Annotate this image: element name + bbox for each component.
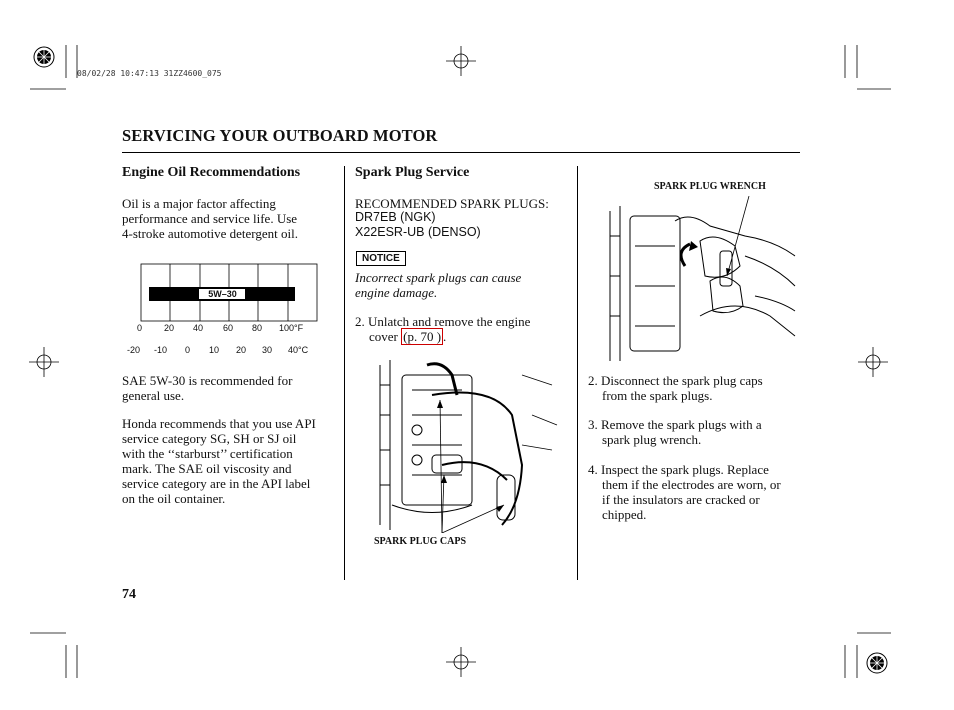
chart-tick-f: 20 xyxy=(164,323,175,333)
chart-tick-c: -20 xyxy=(127,345,141,355)
oil-viscosity-chart xyxy=(125,262,330,358)
oil-recommendation-paragraph: SAE 5W-30 is recommended for general use. xyxy=(122,373,293,403)
chart-tick-c: 0 xyxy=(185,345,191,355)
chart-tick-f: 100°F xyxy=(279,323,304,333)
chart-tick-c: -10 xyxy=(154,345,168,355)
chart-tick-f: 80 xyxy=(252,323,263,333)
notice-badge: NOTICE xyxy=(356,251,406,266)
api-service-paragraph: Honda recommends that you use API service category SG, SH or SJ oil with the ‘‘starburst’’ certification mark. The SAE oil viscosity and service category are in the API label on the oil container. xyxy=(122,416,316,506)
viscosity-bar-label: 5W–30 xyxy=(208,289,237,299)
starburst-target-icon xyxy=(867,653,887,673)
section-heading-engine-oil: Engine Oil Recommendations xyxy=(122,165,301,180)
recommended-plugs-label: RECOMMENDED SPARK PLUGS: xyxy=(355,196,549,211)
step-2-cover-instruction: 2. Unlatch and remove the engine cover (p. 70 ) . xyxy=(355,314,531,344)
notice-text: Incorrect spark plugs can cause engine damage. xyxy=(355,270,522,300)
spark-plug-ngk: DR7EB (NGK) xyxy=(355,210,436,224)
step-3-remove-plugs: 3. Remove the spark plugs with a spark plug wrench. xyxy=(588,417,762,447)
chart-tick-f: 40 xyxy=(193,323,204,333)
engine-spark-plug-caps-illustration xyxy=(372,355,564,533)
spark-plug-wrench-caption: SPARK PLUG WRENCH xyxy=(654,181,766,192)
column-divider xyxy=(344,166,345,580)
section-heading-spark-plug: Spark Plug Service xyxy=(355,165,470,180)
step-2-disconnect-caps: 2. Disconnect the spark plug caps from the spark plugs. xyxy=(588,373,763,403)
column-divider xyxy=(577,166,578,580)
title-rule xyxy=(122,152,800,153)
page-title: SERVICING YOUR OUTBOARD MOTOR xyxy=(122,126,438,145)
spark-plug-caps-caption: SPARK PLUG CAPS xyxy=(374,536,467,547)
page-reference-link[interactable]: (p. 70 ) xyxy=(403,329,442,344)
page-number: 74 xyxy=(122,587,136,602)
spark-plug-denso: X22ESR-UB (DENSO) xyxy=(355,225,481,239)
spark-plug-wrench-illustration xyxy=(605,196,800,366)
chart-tick-c: 40°C xyxy=(288,345,309,355)
chart-tick-c: 30 xyxy=(262,345,273,355)
step-4-inspect-plugs: 4. Inspect the spark plugs. Replace them if the electrodes are worn, or if the insulators are cracked or chipped. xyxy=(588,462,781,522)
chart-tick-c: 10 xyxy=(209,345,220,355)
chart-tick-f: 0 xyxy=(137,323,143,333)
oil-intro-paragraph: Oil is a major factor affecting performance and service life. Use 4-stroke automotive detergent oil. xyxy=(122,196,298,241)
chart-tick-c: 20 xyxy=(236,345,247,355)
chart-tick-f: 60 xyxy=(223,323,234,333)
starburst-target-icon xyxy=(34,47,54,67)
print-job-code: 08/02/28 10:47:13 31ZZ4600_075 xyxy=(77,69,222,78)
